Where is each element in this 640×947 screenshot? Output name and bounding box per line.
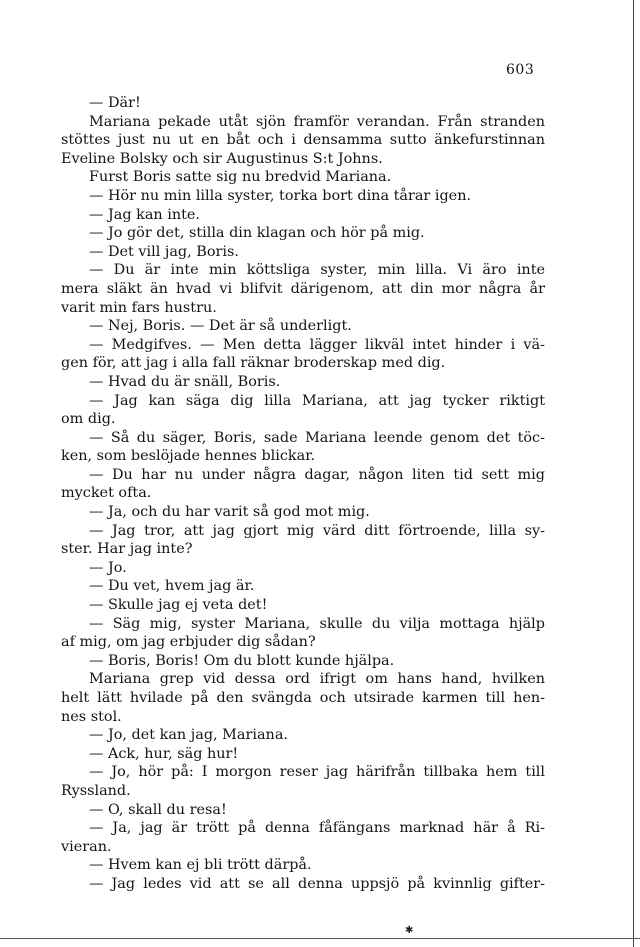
text-line: — Du har nu under några dagar, någon liten tid sett mig (89, 466, 545, 483)
text-line: — Säg mig, syster Mariana, skulle du vilja mottaga hjälp (89, 615, 545, 632)
text-line: ken, som beslöjade hennes blickar. (61, 448, 316, 465)
text-line: om dig. (61, 411, 116, 428)
text-line: — Hvem kan ej bli trött därpå. (89, 857, 312, 874)
text-line: varit min fars hustru. (61, 299, 217, 316)
text-line: — Boris, Boris! Om du blott kunde hjälpa. (89, 652, 395, 669)
text-line: — Jo, hör på: I morgon reser jag härifrån tillbaka hem till (89, 764, 545, 781)
text-line: mycket ofta. (61, 485, 152, 502)
text-line: — Där! (89, 95, 141, 111)
text-line: — Du är inte min köttsliga syster, min lilla. Vi äro inte (89, 262, 545, 279)
text-line: nes stol. (61, 708, 122, 725)
text-line: mera släkt än hvad vi blifvit därigenom, att din mor några år (61, 280, 545, 297)
text-line: — Jo. (89, 559, 127, 576)
text-line: Ryssland. (61, 782, 131, 799)
printer-ornament-icon: ✱ (405, 925, 414, 936)
text-line: — Hvad du är snäll, Boris. (89, 373, 281, 390)
text-line: Furst Boris satte sig nu bredvid Mariana. (89, 169, 392, 186)
text-line: af mig, om jag erbjuder dig sådan? (61, 634, 316, 651)
text-line: — Jag tror, att jag gjort mig värd ditt förtroende, lilla sy- (89, 522, 545, 539)
text-line: — Ja, och du har varit så god mot mig. (89, 504, 370, 521)
page-edge-right (633, 0, 634, 947)
text-line: — Du vet, hvem jag är. (89, 578, 255, 595)
text-line: — Jag ledes vid att se all denna uppsjö på kvinnlig gifter- (89, 875, 545, 892)
text-line: — Hör nu min lilla syster, torka bort dina tårar igen. (89, 187, 472, 204)
text-line: vieran. (61, 838, 112, 855)
text-line: — Jo, det kan jag, Mariana. (89, 727, 288, 744)
text-line: Mariana grep vid dessa ord ifrigt om hans hand, hvilken (89, 671, 545, 688)
text-line: ster. Har jag inte? (61, 541, 193, 558)
text-line: — Det vill jag, Boris. (89, 243, 239, 260)
text-line: — Ja, jag är trött på denna fåfängans marknad här å Ri- (89, 820, 545, 837)
text-line: — Jo gör det, stilla din klagan och hör på mig. (89, 225, 425, 242)
text-line: — Skulle jag ej veta det! (89, 597, 268, 614)
text-line: — Jag kan säga dig lilla Mariana, att jag tycker riktigt (89, 392, 545, 409)
text-line: stöttes just nu ut en båt och i densamma sutto änkefurstinnan (61, 132, 545, 149)
page-number: 603 (506, 62, 535, 78)
text-line: — Jag kan inte. (89, 206, 200, 223)
page-edge-bottom (0, 938, 640, 939)
text-line: — Medgifves. — Men detta lägger likväl intet hinder i vä- (89, 336, 545, 353)
text-line: — Så du säger, Boris, sade Mariana leende genom det töc- (89, 429, 545, 446)
text-line: gen för, att jag i alla fall räknar broderskap med dig. (61, 355, 446, 372)
text-line: Eveline Bolsky och sir Augustinus S:t Johns. (61, 150, 383, 167)
text-line: — O, skall du resa! (89, 801, 227, 818)
text-line: — Ack, hur, säg hur! (89, 745, 239, 762)
text-line: — Nej, Boris. — Det är så underligt. (89, 318, 352, 335)
text-line: helt lätt hvilade på den svängda och utsirade karmen till hen- (61, 690, 545, 706)
body-text (61, 94, 545, 894)
text-line: Mariana pekade utåt sjön framför verandan. Från stranden (89, 113, 545, 130)
